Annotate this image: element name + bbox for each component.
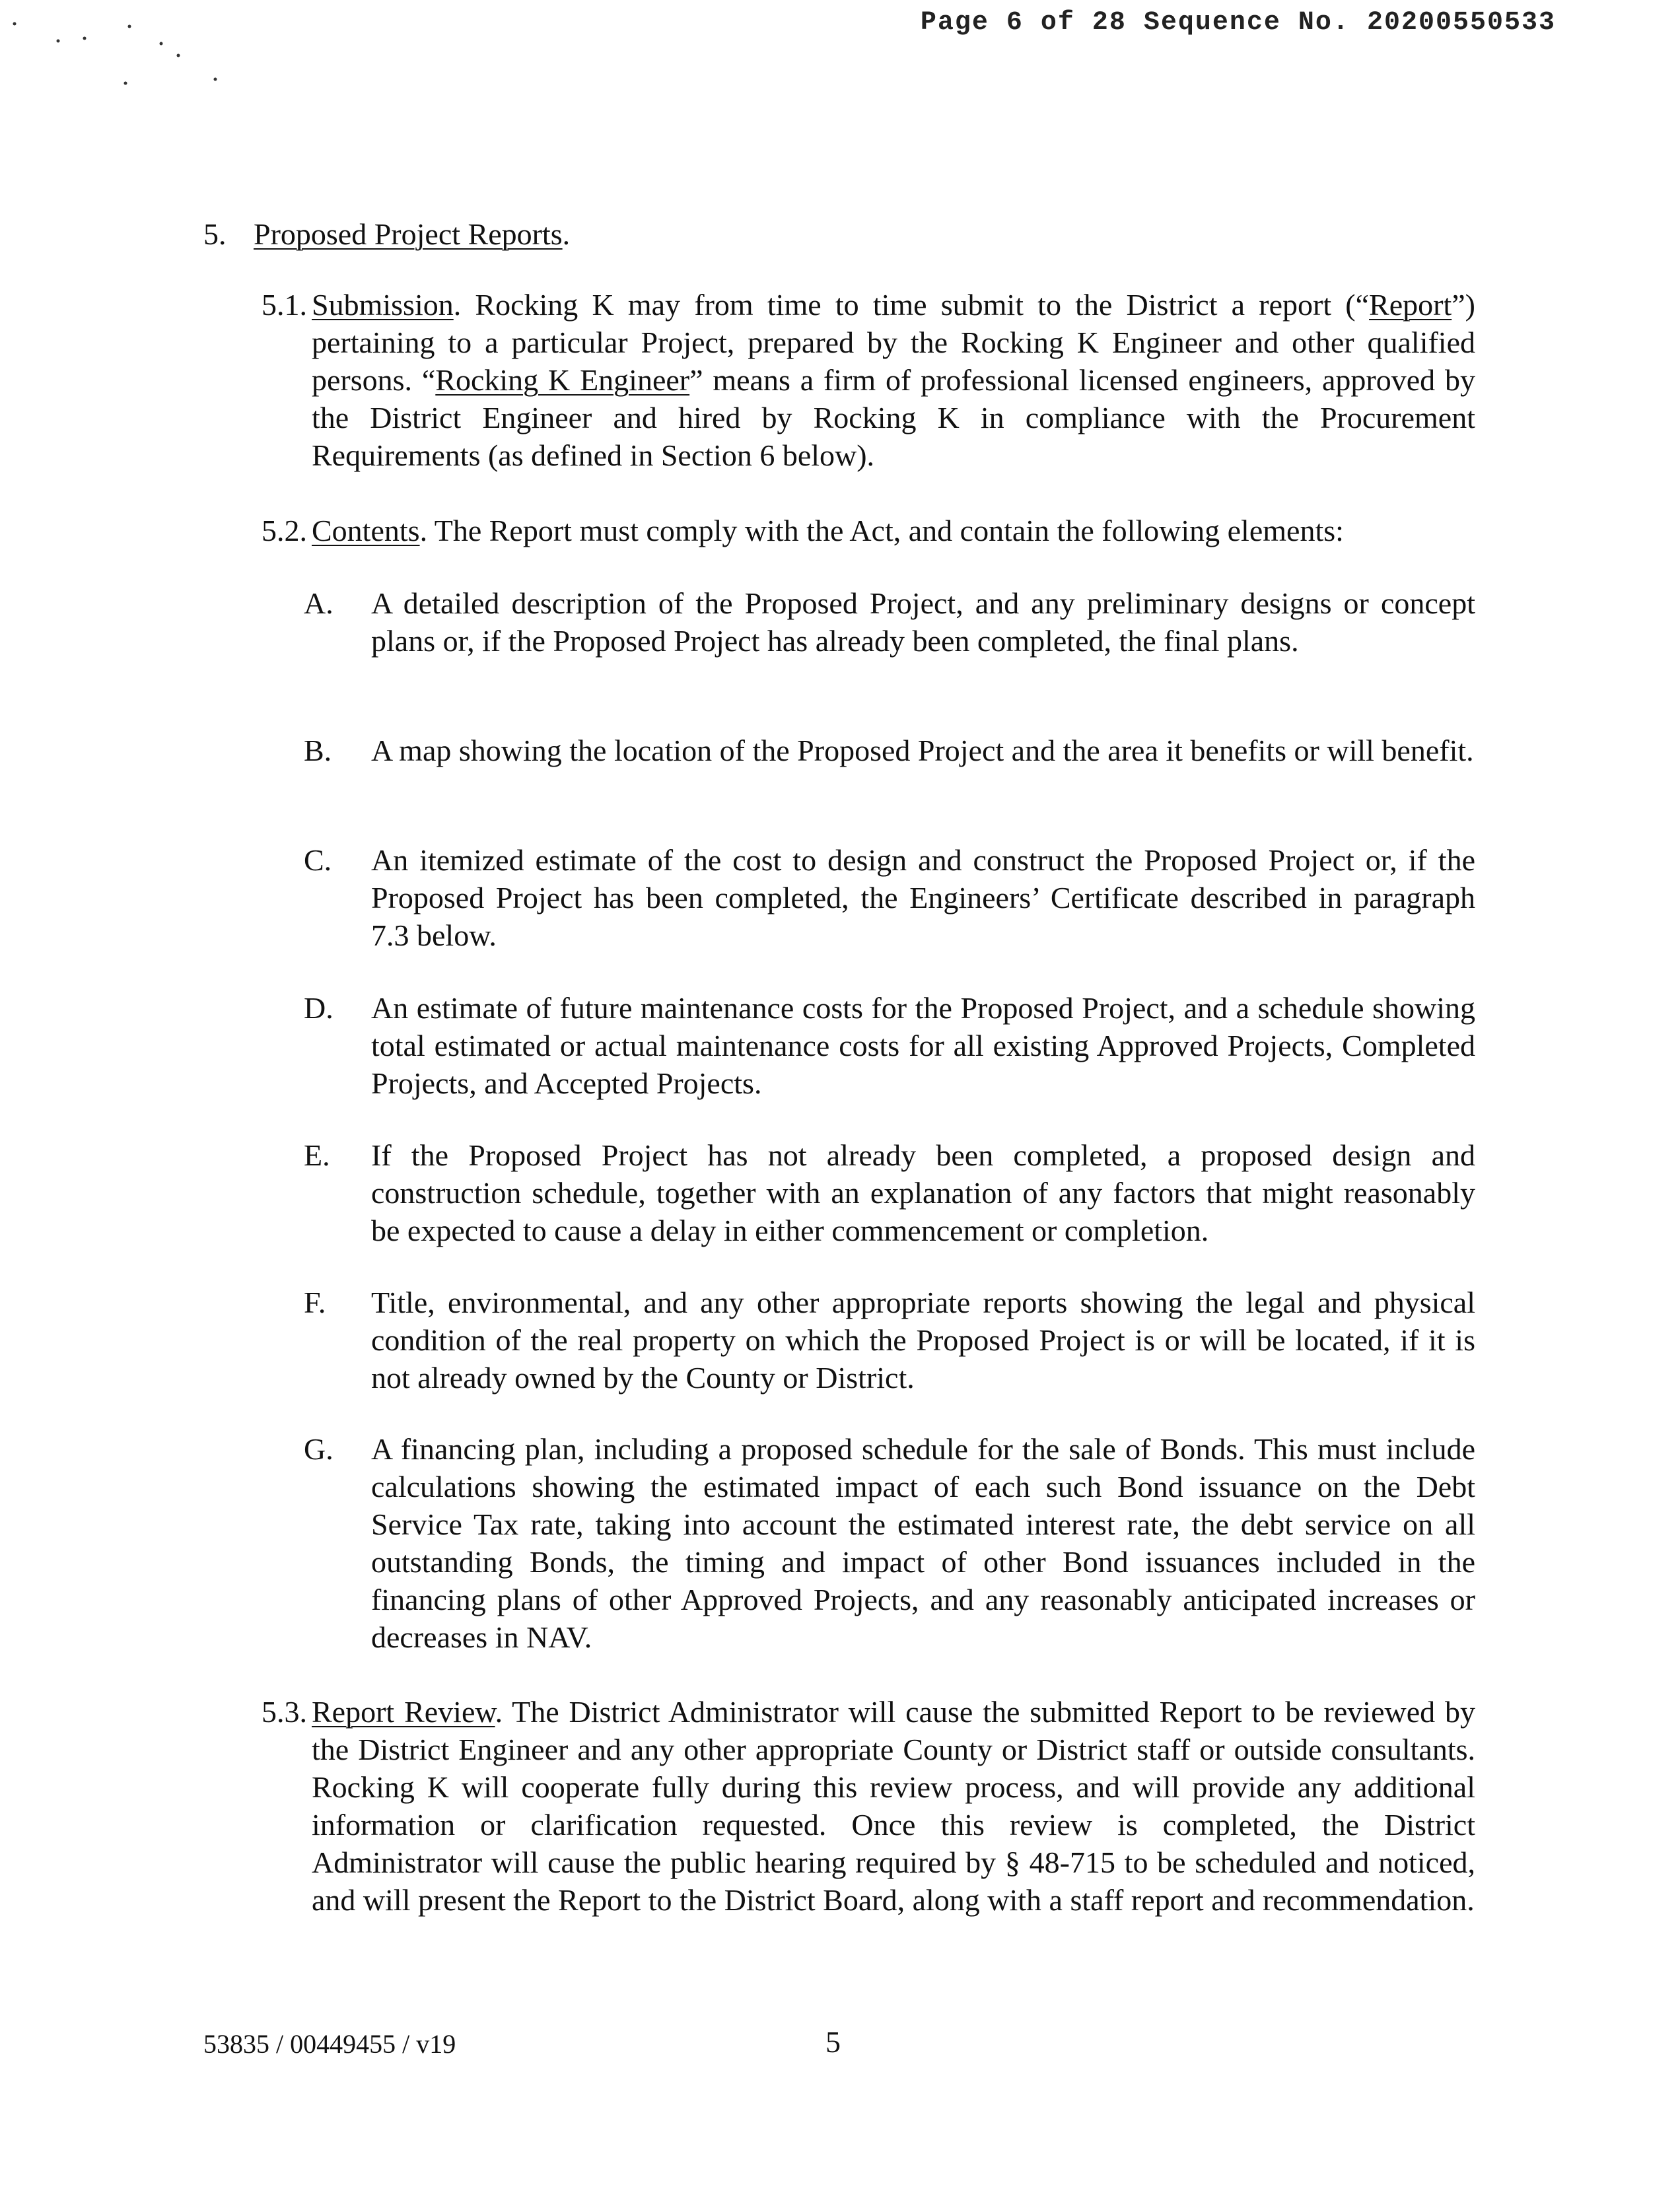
subsection-body	[312, 512, 1475, 549]
list-item-letter: G.	[304, 1432, 333, 1466]
list-item-text: Title, environmental, and any other appropriate reports showing the legal and physical condition of the real property on which the Proposed Project is or will be located, if it is not already owned by the County or District.	[371, 1286, 1475, 1395]
list-item-letter: B.	[304, 734, 332, 767]
page-sequence-header: Page 6 of 28 Sequence No. 20200550533	[920, 8, 1556, 38]
list-item-letter: C.	[304, 843, 332, 877]
list-item-letter: F.	[304, 1286, 326, 1319]
section-number: 5.	[203, 217, 227, 251]
subsection-text: . Rocking K may from time to time submit to the District a report (“	[453, 288, 1370, 322]
subsection-text: ”) pertaining to a particular Project, prepared by the Rocking K Engineer and other qualified persons. “	[312, 288, 1475, 397]
list-item-letter: E.	[304, 1138, 330, 1172]
subsection-body	[312, 1693, 1475, 1919]
subsection-number: 5.3.	[262, 1695, 307, 1729]
scan-specks	[0, 0, 238, 106]
subsection-heading: Submission	[312, 288, 454, 322]
section-title-period: .	[562, 217, 571, 251]
list-item-d	[304, 989, 1475, 1102]
list-item-text: A financing plan, including a proposed schedule for the sale of Bonds. This must include calculations showing the estimated impact of each such Bond issuance on the Debt Service Tax rate, taking into account the estimated interest rate, the debt service on all outstanding Bonds, the timing and impact of other Bond issuances included in the financing plans of other Approved Projects, and any reasonably anticipated increases or decreases in NAV.	[371, 1432, 1475, 1654]
list-item-text: If the Proposed Project has not already been completed, a proposed design and construction schedule, together with an explanation of any factors that might reasonably be expected to cause a delay in either commencement or completion.	[371, 1138, 1475, 1247]
subsection-text: . The Report must comply with the Act, and contain the following elements:	[419, 514, 1344, 547]
list-item-f	[304, 1284, 1475, 1397]
subsection-5-3	[262, 1693, 1475, 1919]
section-title: Proposed Project Reports	[254, 217, 563, 251]
list-item-e	[304, 1136, 1475, 1249]
defined-term-engineer: Rocking K Engineer	[435, 363, 690, 397]
subsection-text: . The District Administrator will cause the submitted Report to be reviewed by the District Engineer and any other appropriate County or District staff or outside consultants. Rocking K will cooperate fully during this review process, and will provide any additional information or clarification requested. Once this review is completed, the District Administrator will cause the public hearing required by § 48-715 to be scheduled and noticed, and will present the Report to the District Board, along with a staff report and recommendation.	[312, 1695, 1475, 1917]
list-item-b	[304, 732, 1475, 769]
list-item-g	[304, 1430, 1475, 1656]
subsection-body	[312, 286, 1475, 474]
subsection-heading: Contents	[312, 514, 420, 547]
subsection-5-1	[262, 286, 1475, 474]
list-item-text: An estimate of future maintenance costs for the Proposed Project, and a schedule showing total estimated or actual maintenance costs for all existing Approved Projects, Completed Projects, and Accepted Projects.	[371, 991, 1475, 1100]
subsection-5-2	[262, 512, 1475, 549]
list-item-text: An itemized estimate of the cost to design and construct the Proposed Project or, if the Proposed Project has been completed, the Engineers’ Certificate described in paragraph 7.3 below.	[371, 843, 1475, 952]
subsection-heading: Report Review	[312, 1695, 495, 1729]
footer-page-number: 5	[825, 2025, 841, 2059]
list-item-text: A map showing the location of the Proposed Project and the area it benefits or will benefit.	[371, 734, 1474, 767]
defined-term-report: Report	[1369, 288, 1452, 322]
footer-document-id: 53835 / 00449455 / v19	[203, 2029, 456, 2059]
list-item-letter: D.	[304, 991, 333, 1025]
list-item-letter: A.	[304, 586, 333, 620]
list-item-a	[304, 584, 1475, 660]
subsection-number: 5.2.	[262, 514, 307, 547]
section-heading	[203, 215, 570, 253]
list-item-c	[304, 841, 1475, 954]
subsection-number: 5.1.	[262, 288, 307, 322]
subsection-text: ” means a firm of professional licensed engineers, approved by the District Engineer and hired by Rocking K in compliance with the Procurement Requirements (as defined in Section 6 below).	[312, 363, 1475, 472]
list-item-text: A detailed description of the Proposed Project, and any preliminary designs or concept plans or, if the Proposed Project has already been completed, the final plans.	[371, 586, 1475, 658]
